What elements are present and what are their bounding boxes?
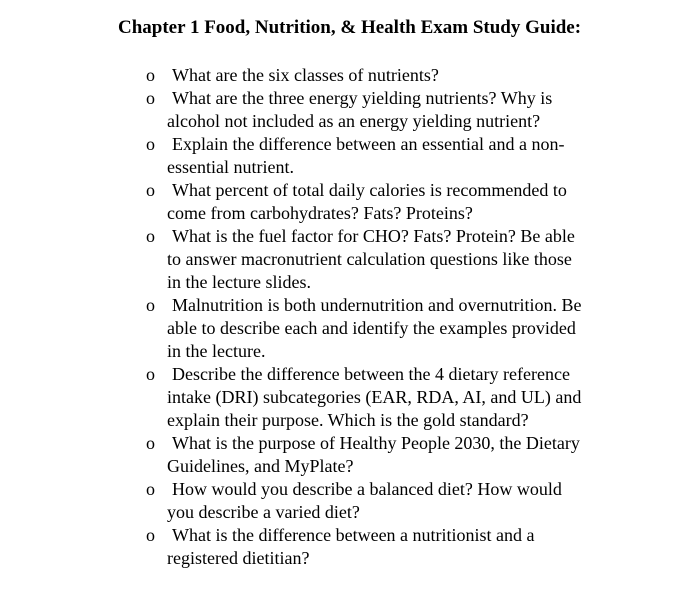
- list-item: [146, 64, 636, 87]
- question-line: you describe a varied diet?: [167, 502, 360, 522]
- question-line: What are the three energy yielding nutrients? Why is: [172, 88, 553, 108]
- bullet-icon: o: [146, 180, 155, 200]
- question-text: [167, 133, 636, 179]
- question-list: [146, 64, 636, 570]
- question-text: [167, 294, 636, 363]
- question-line: essential nutrient.: [167, 157, 294, 177]
- bullet-icon: o: [146, 525, 155, 545]
- question-text: [167, 363, 636, 432]
- question-line: able to describe each and identify the examples provided: [167, 318, 576, 338]
- question-text: [167, 432, 636, 478]
- question-line: What are the six classes of nutrients?: [172, 65, 439, 85]
- bullet-icon: o: [146, 364, 155, 384]
- question-line: Malnutrition is both undernutrition and overnutrition. Be: [172, 295, 582, 315]
- question-text: [167, 524, 636, 570]
- question-line: What percent of total daily calories is recommended to: [172, 180, 567, 200]
- list-item: [146, 133, 636, 179]
- bullet-icon: o: [146, 295, 155, 315]
- list-item: [146, 225, 636, 294]
- bullet-icon: o: [146, 433, 155, 453]
- question-line: come from carbohydrates? Fats? Proteins?: [167, 203, 473, 223]
- bullet-icon: o: [146, 134, 155, 154]
- question-line: in the lecture slides.: [167, 272, 311, 292]
- question-text: [167, 87, 636, 133]
- question-text: [167, 64, 636, 87]
- question-line: explain their purpose. Which is the gold standard?: [167, 410, 529, 430]
- list-item: [146, 179, 636, 225]
- question-line: What is the difference between a nutritionist and a: [172, 525, 535, 545]
- question-text: [167, 225, 636, 294]
- question-line: to answer macronutrient calculation questions like those: [167, 249, 572, 269]
- question-line: intake (DRI) subcategories (EAR, RDA, AI, and UL) and: [167, 387, 582, 407]
- list-item: [146, 87, 636, 133]
- list-item: [146, 294, 636, 363]
- question-line: How would you describe a balanced diet? How would: [172, 479, 562, 499]
- list-item: [146, 363, 636, 432]
- page-title: Chapter 1 Food, Nutrition, & Health Exam Study Guide:: [118, 17, 582, 38]
- question-text: [167, 179, 636, 225]
- list-item: [146, 524, 636, 570]
- question-line: in the lecture.: [167, 341, 266, 361]
- question-line: What is the purpose of Healthy People 2030, the Dietary: [172, 433, 580, 453]
- question-line: alcohol not included as an energy yielding nutrient?: [167, 111, 541, 131]
- question-line: Guidelines, and MyPlate?: [167, 456, 354, 476]
- question-text: [167, 478, 636, 524]
- bullet-icon: o: [146, 479, 155, 499]
- list-item: [146, 478, 636, 524]
- question-line: What is the fuel factor for CHO? Fats? Protein? Be able: [172, 226, 575, 246]
- question-line: Explain the difference between an essential and a non-: [172, 134, 565, 154]
- bullet-icon: o: [146, 88, 155, 108]
- bullet-icon: o: [146, 65, 155, 85]
- question-line: Describe the difference between the 4 dietary reference: [172, 364, 570, 384]
- list-item: [146, 432, 636, 478]
- question-line: registered dietitian?: [167, 548, 310, 568]
- bullet-icon: o: [146, 226, 155, 246]
